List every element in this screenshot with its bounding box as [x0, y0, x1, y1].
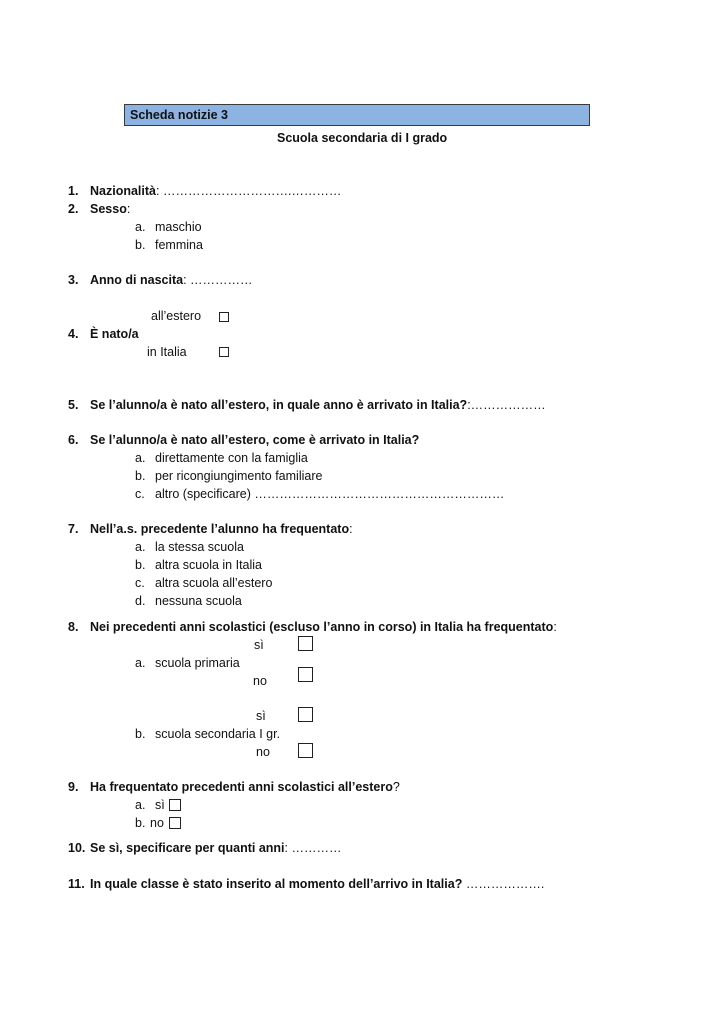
q11-number: 11. [68, 877, 85, 891]
q7-label: Nell’a.s. precedente l’alunno ha frequentato [90, 522, 350, 536]
q7-option-a[interactable]: la stessa scuola [155, 540, 244, 554]
q9-option-b-letter: b. [135, 816, 146, 830]
q8b-yes-label: sì [256, 709, 266, 723]
q6-number: 6. [68, 433, 79, 447]
q8-option-b: scuola secondaria I gr. [155, 727, 281, 741]
q3-number: 3. [68, 273, 79, 287]
form-subtitle: Scuola secondaria di I grado [277, 131, 448, 145]
q11-answer-line[interactable]: ………………. [462, 877, 545, 891]
q8a-yes-checkbox[interactable] [298, 636, 313, 651]
q3-label: Anno di nascita [90, 273, 184, 287]
q11-question [90, 876, 544, 892]
q8b-no-label: no [256, 745, 270, 759]
q9-number: 9. [68, 780, 79, 794]
q10-number: 10. [68, 841, 86, 855]
q4-label: È nato/a [90, 327, 139, 341]
q1-label: Nazionalità [90, 184, 156, 198]
q2-colon: : [126, 202, 131, 216]
q7-option-c[interactable]: altra scuola all’estero [155, 576, 273, 590]
q9-label: Ha frequentato precedenti anni scolastici all’estero [90, 780, 393, 794]
q5-answer-line[interactable]: :……………… [467, 398, 546, 412]
q3-answer-line[interactable]: : …………… [183, 273, 253, 287]
q2-label: Sesso [90, 202, 127, 216]
q6-option-a-letter: a. [135, 451, 146, 465]
q8-colon: : [553, 620, 557, 634]
q9-yes-checkbox[interactable] [169, 799, 181, 811]
q7-option-c-letter: c. [135, 576, 145, 590]
q6-option-b[interactable]: per ricongiungimento familiare [155, 469, 323, 483]
q2-option-b[interactable]: femmina [155, 238, 203, 252]
q8-number: 8. [68, 620, 79, 634]
q5-label: Se l’alunno/a è nato all’estero, in quale anno è arrivato in Italia? [90, 398, 468, 412]
q2-option-b-letter: b. [135, 238, 146, 252]
q3-question [90, 272, 253, 288]
q4-option-abroad: all’estero [151, 309, 202, 323]
q9-option-a-letter: a. [135, 798, 146, 812]
q8a-no-label: no [253, 674, 267, 688]
q4-number: 4. [68, 327, 79, 341]
q9-option-b: no [150, 816, 164, 830]
header-title: Scheda notizie 3 [130, 108, 228, 122]
q9-qmark: ? [392, 780, 400, 794]
q6-option-b-letter: b. [135, 469, 146, 483]
q7-colon: : [349, 522, 353, 536]
q7-option-d-letter: d. [135, 594, 146, 608]
q5-number: 5. [68, 398, 79, 412]
q2-number: 2. [68, 202, 79, 216]
q4-abroad-checkbox[interactable] [219, 312, 229, 322]
header-box [124, 104, 590, 126]
q6-option-c-letter: c. [135, 487, 145, 501]
q7-option-b-letter: b. [135, 558, 146, 572]
q8-label: Nei precedenti anni scolastici (escluso l’anno in corso) in Italia ha frequentato [90, 620, 554, 634]
q5-question [90, 397, 546, 413]
q7-number: 7. [68, 522, 79, 536]
q9-question [90, 779, 400, 795]
q1-question [90, 183, 341, 199]
q7-option-b[interactable]: altra scuola in Italia [155, 558, 263, 572]
q7-option-d[interactable]: nessuna scuola [155, 594, 242, 608]
q8a-yes-label: sì [254, 638, 264, 652]
q1-number: 1. [68, 184, 79, 198]
q6-option-c[interactable]: altro (specificare) …………………………………………………… [155, 487, 505, 501]
q8-option-a: scuola primaria [155, 656, 240, 670]
q10-answer-line[interactable]: : ………… [284, 841, 342, 855]
q1-answer-line[interactable]: : ………………………….………… [156, 184, 342, 198]
q8b-yes-checkbox[interactable] [298, 707, 313, 722]
q2-option-a[interactable]: maschio [155, 220, 202, 234]
q6-label: Se l’alunno/a è nato all’estero, come è arrivato in Italia? [90, 433, 420, 447]
q10-question [90, 840, 341, 856]
q2-question [90, 201, 130, 217]
q4-italy-checkbox[interactable] [219, 347, 229, 357]
q11-label: In quale classe è stato inserito al momento dell’arrivo in Italia? [90, 877, 463, 891]
q10-label: Se sì, specificare per quanti anni [90, 841, 285, 855]
q8-question [90, 619, 557, 635]
q9-no-checkbox[interactable] [169, 817, 181, 829]
q8b-no-checkbox[interactable] [298, 743, 313, 758]
q8a-no-checkbox[interactable] [298, 667, 313, 682]
q4-option-italy: in Italia [147, 345, 187, 359]
q8-option-b-letter: b. [135, 727, 146, 741]
q6-option-a[interactable]: direttamente con la famiglia [155, 451, 308, 465]
q8-option-a-letter: a. [135, 656, 146, 670]
q2-option-a-letter: a. [135, 220, 146, 234]
q9-option-a: sì [155, 798, 165, 812]
q7-option-a-letter: a. [135, 540, 146, 554]
q7-question [90, 521, 353, 537]
